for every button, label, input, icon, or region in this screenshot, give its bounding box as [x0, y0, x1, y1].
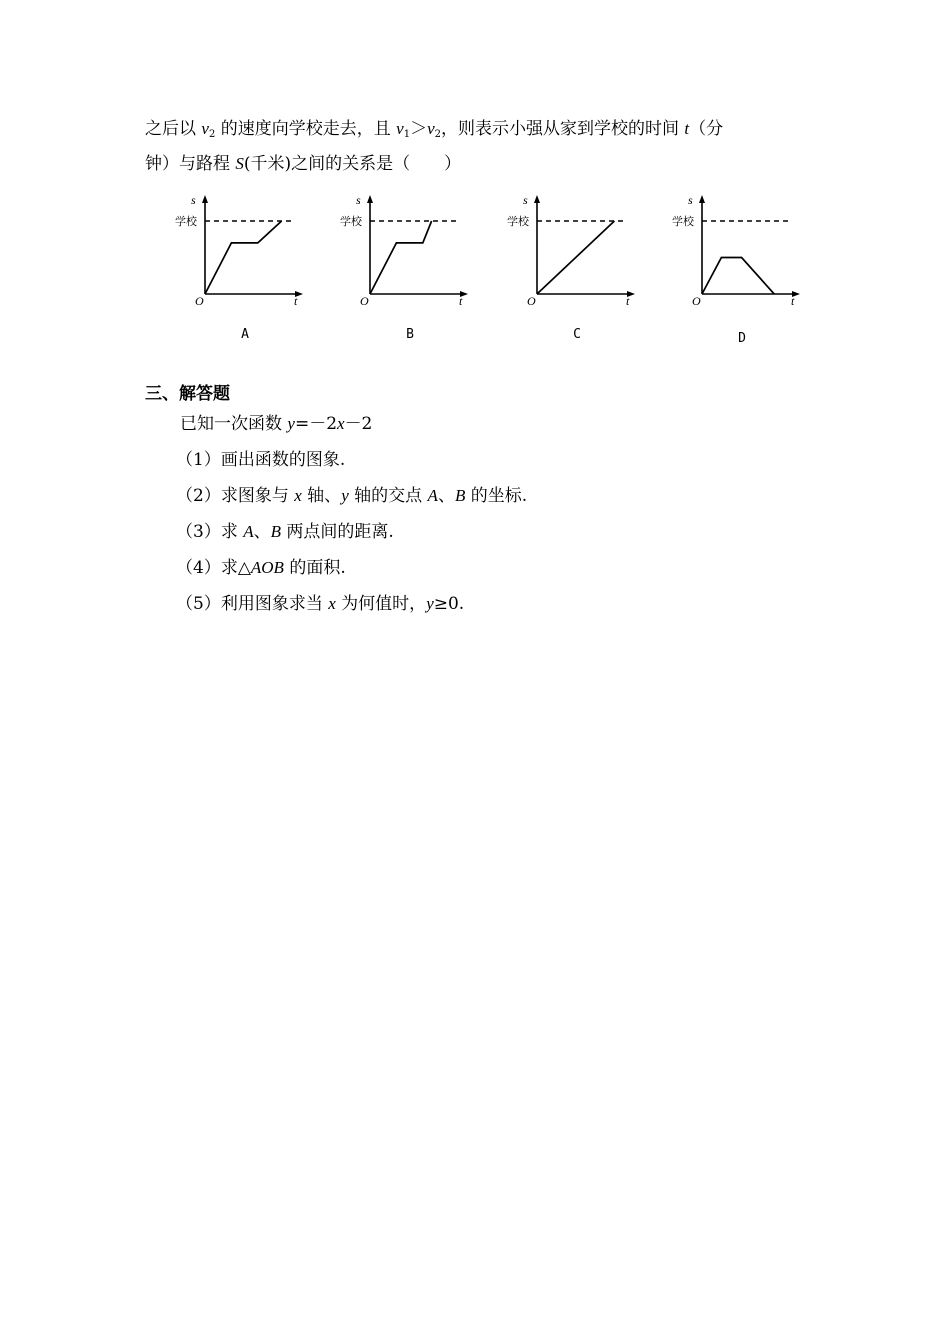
t-axis-label: t — [459, 294, 463, 308]
s-axis-arrow — [534, 195, 540, 203]
point-a: A — [243, 522, 254, 541]
t-axis-label: t — [294, 294, 298, 308]
text-segment: 已知一次函数 — [180, 414, 288, 434]
t-axis-label: t — [791, 294, 795, 308]
section-heading: 三、解答题 — [145, 384, 230, 404]
s-axis-label: s — [688, 193, 693, 207]
text-segment: 钟）与路程 — [145, 154, 236, 174]
option-label: A — [241, 327, 249, 342]
s-axis-arrow — [699, 195, 705, 203]
triangle-aob: AOB — [250, 558, 284, 577]
text-segment: 之后以 — [145, 119, 202, 139]
text-segment: （4）求△ — [176, 558, 251, 578]
school-label: 学校 — [340, 215, 362, 228]
var-s: S — [235, 154, 244, 173]
question-line-1 — [145, 118, 723, 140]
text-segment: 的坐标. — [465, 486, 528, 506]
origin-label: O — [195, 294, 204, 308]
var-x: x — [294, 486, 302, 505]
sub-question-5 — [176, 593, 464, 615]
point-b: B — [270, 522, 282, 541]
school-label: 学校 — [175, 215, 197, 228]
origin-label: O — [360, 294, 369, 308]
var-x: x — [328, 594, 336, 613]
sub-question-1: （1）画出函数的图象. — [176, 450, 346, 470]
origin-label: O — [692, 294, 701, 308]
problem-intro — [180, 413, 372, 435]
text-segment: （5）利用图象求当 — [176, 594, 329, 614]
text-segment: (千米)之间的关系是（ ） — [243, 154, 462, 174]
s-axis-label: s — [523, 193, 528, 207]
point-a: A — [427, 486, 438, 505]
school-label: 学校 — [507, 215, 529, 228]
var-y: y — [426, 594, 434, 613]
graph-svg — [662, 186, 812, 346]
school-label: 学校 — [672, 215, 694, 228]
graph-svg — [330, 186, 480, 346]
option-graph-d — [662, 186, 812, 346]
distance-time-path — [537, 221, 614, 294]
text-segment: 轴的交点 — [348, 486, 428, 506]
var-v: v — [201, 119, 209, 138]
distance-time-path — [702, 258, 774, 295]
s-axis-label: s — [191, 193, 196, 207]
s-axis-label: s — [356, 193, 361, 207]
var-y: y — [341, 486, 349, 505]
greater-than: ＞ — [410, 119, 428, 139]
var-v: v — [396, 119, 404, 138]
distance-time-path — [370, 221, 432, 294]
option-graph-b — [330, 186, 480, 346]
subscript: 2 — [208, 129, 216, 140]
var-y: y — [287, 414, 295, 433]
var-t: t — [684, 119, 690, 138]
s-axis-arrow — [367, 195, 373, 203]
text-segment: －2 — [344, 414, 373, 434]
option-label: D — [738, 331, 746, 346]
subscript: 1 — [403, 129, 411, 140]
distance-time-path — [205, 221, 282, 294]
text-segment: （3）求 — [176, 522, 244, 542]
text-segment: 、 — [253, 522, 271, 542]
text-segment: 两点间的距离. — [281, 522, 394, 542]
question-line-2 — [145, 153, 461, 175]
text-segment: 的面积. — [283, 558, 346, 578]
var-v: v — [427, 119, 435, 138]
text-segment: 的速度向学校走去，且 — [215, 119, 397, 139]
text-segment: =－2 — [294, 414, 338, 434]
point-b: B — [454, 486, 466, 505]
sub-question-2 — [176, 485, 527, 507]
option-graph-a — [165, 186, 315, 346]
origin-label: O — [527, 294, 536, 308]
text-segment: ，则表示小强从家到学校的时间 — [440, 119, 685, 139]
subscript: 2 — [434, 129, 441, 140]
graph-svg — [165, 186, 315, 346]
s-axis-arrow — [202, 195, 208, 203]
option-label: B — [406, 327, 414, 342]
text-segment: 为何值时， — [335, 594, 427, 614]
t-axis-label: t — [626, 294, 630, 308]
graph-svg — [497, 186, 647, 346]
text-segment: ≥0. — [433, 594, 465, 614]
sub-question-4 — [176, 557, 346, 579]
text-segment: （2）求图象与 — [176, 486, 295, 506]
option-label: C — [573, 327, 581, 342]
option-graph-c — [497, 186, 647, 346]
var-x: x — [337, 414, 345, 433]
text-segment: （分 — [689, 119, 724, 139]
text-segment: 、 — [437, 486, 455, 506]
sub-question-3 — [176, 521, 394, 543]
text-segment: 轴、 — [301, 486, 342, 506]
